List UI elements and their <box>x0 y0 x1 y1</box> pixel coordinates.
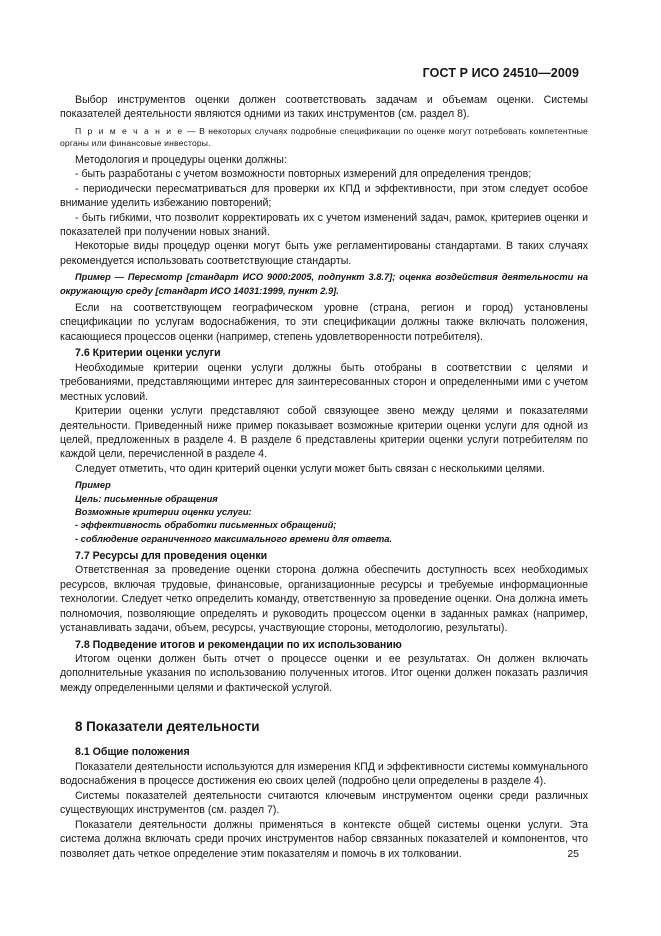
paragraph: Ответственная за проведение оценки сторона должна обеспечить доступность всех необходимых ресурсов, включая трудовые, финансовые, организационные ресурсы и требуемые информационные технологии. Следует четко определить команду, ответственную за проведение оценки. Она должна иметь полномочия, позволяющие определять и руководить процессом оценки в заданных рамках (например, устанавливать задачи, объем, ресурсы, участвующие стороны, методологию, результаты). <box>60 564 588 635</box>
page-content <box>60 93 588 861</box>
page-number: 25 <box>567 848 579 860</box>
example: Пример — Пересмотр [стандарт ИСО 9000:2005, подпункт 3.8.7]; оценка воздействия деятельности на окружающую среду [стандарт ИСО 14031:1999, пункт 2.9]. <box>60 272 588 296</box>
list-item: - быть разработаны с учетом возможности повторных измерений для определения трендов; <box>75 168 532 181</box>
paragraph: Критерии оценки услуги представляют собой связующее звено между целями и показателями деятельности. Приведенный ниже пример показывает возможные критерии оценки услуги для одной из целей, предложенных в разделе 4. В разделе 6 представлены критерии оценки услуги потребителям по каждой цели, перечисленной в разделе 4. <box>60 405 588 461</box>
paragraph: Системы показателей деятельности считаются ключевым инструментом оценки среди различных существующих инструментов (см. раздел 7). <box>60 789 588 817</box>
subsection-heading: 8.1 Общие положения <box>75 746 190 759</box>
paragraph: Методология и процедуры оценки должны: <box>75 153 287 166</box>
example-line: Возможные критерии оценки услуги: <box>75 506 252 517</box>
subsection-heading: 7.6 Критерии оценки услуги <box>75 347 221 360</box>
note-label: П р и м е ч а н и е <box>75 125 184 136</box>
subsection-heading: 7.7 Ресурсы для проведения оценки <box>75 549 268 562</box>
paragraph: Выбор инструментов оценки должен соответствовать задачам и объемам оценки. Системы показателей деятельности являются одними из таких инструментов (см. раздел 8). <box>60 94 588 121</box>
paragraph: Итогом оценки должен быть отчет о процессе оценки и ее результатах. Он должен включать дополнительные указания по использованию полученных итогов. Итог оценки должен показать различия между определенными целями и фактической услугой. <box>60 653 588 694</box>
example-line: Пример <box>75 480 111 491</box>
paragraph: Необходимые критерии оценки услуги должны быть отобраны в соответствии с целями и требованиями, представляющими интерес для заинтересованных сторон и определенными ими с учетом местных условий. <box>60 361 588 403</box>
section-heading: 8 Показатели деятельности <box>75 719 260 735</box>
document-header: ГОСТ Р ИСО 24510—2009 <box>422 66 579 80</box>
example-line: - эффективность обработки письменных обращений; <box>75 520 337 531</box>
list-item: - быть гибкими, что позволит корректировать их с учетом изменений задач, рамок, критериев оценки и показателей при получении новых знаний. <box>60 211 588 238</box>
note <box>60 125 588 150</box>
paragraph: Если на соответствующем географическом уровне (страна, регион и город) установлены спецификации по услугам водоснабжения, то эти спецификации должны также включать положения, касающиеся процессов оценки (например, степень удовлетворенности потребителя). <box>60 301 588 343</box>
paragraph: Показатели деятельности должны применяться в контексте общей системы оценки услуги. Эта система должна включать среди прочих инструментов набор связанных показателей и компонентов, что позволяет дать четкое определение этим показателям и помочь в их толковании. <box>60 818 588 860</box>
paragraph: Следует отметить, что один критерий оценки услуги может быть связан с несколькими целями. <box>75 462 545 475</box>
list-item: - периодически пересматриваться для проверки их КПД и эффективности, при этом следует особое внимание уделить избежанию повторений; <box>60 182 588 210</box>
note-text: — В некоторых случаях подробные спецификации по оценке могут потребовать компетентные органы или финансовые инвесторы. <box>60 125 588 149</box>
paragraph: Показатели деятельности используются для измерения КПД и эффективности системы коммунального водоснабжения в процессе достижения ею своих целей (подробно цели определены в разделе 4). <box>60 760 588 788</box>
paragraph: Некоторые виды процедур оценки могут быть уже регламентированы стандартами. В таких случаях рекомендуется использовать соответствующие стандарты. <box>60 240 588 267</box>
example-line: - соблюдение ограниченного максимального времени для ответа. <box>75 533 392 544</box>
subsection-heading: 7.8 Подведение итогов и рекомендации по их использованию <box>75 638 402 651</box>
example-line: Цель: письменные обращения <box>75 493 218 504</box>
